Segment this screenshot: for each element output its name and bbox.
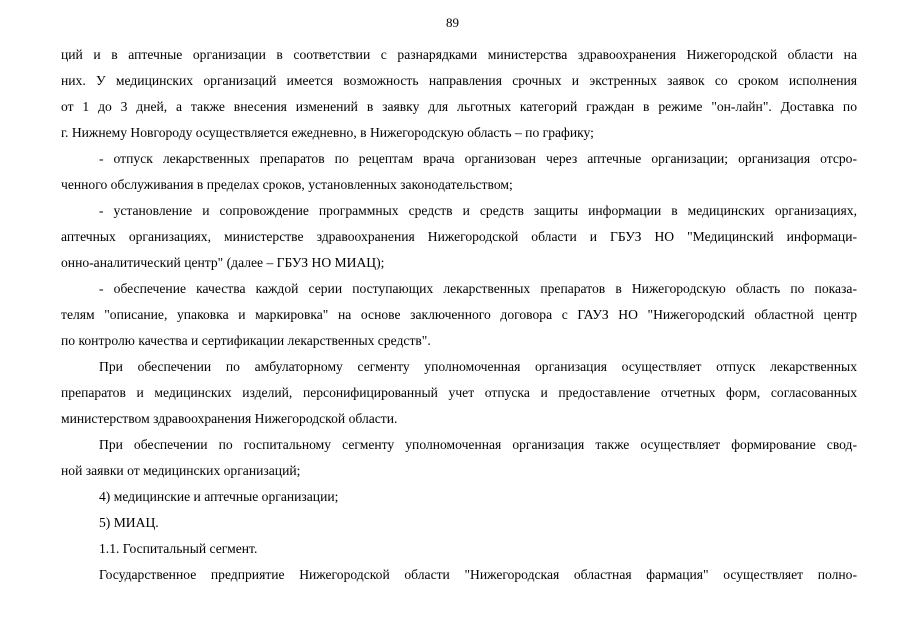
text-line: 4) медицинские и аптечные организации;: [99, 489, 339, 504]
text-line: по контролю качества и сертификации лекарственных средств".: [61, 333, 431, 348]
text-line: ций и в аптечные организации в соответствии с разнарядками министерства здравоохранения Нижегородской области на: [61, 47, 857, 62]
text-line: - установление и сопровождение программных средств и средств защиты информации в медицинских организациях,: [99, 203, 857, 218]
text-line: ченного обслуживания в пределах сроков, установленных законодательством;: [61, 177, 513, 192]
text-line: - обеспечение качества каждой серии поступающих лекарственных препаратов в Нижегородскую область по показа-: [99, 281, 857, 296]
text-line: Государственное предприятие Нижегородской области "Нижегородская областная фармация" осуществляет полно-: [99, 567, 857, 582]
text-line: от 1 до 3 дней, а также внесения изменений в заявку для льготных категорий граждан в режиме "он-лайн". Доставка по: [61, 99, 857, 114]
text-line: препаратов и медицинских изделий, персонифицированный учет отпуска и предоставление отчетных форм, согласованных: [61, 385, 857, 400]
text-line: 1.1. Госпитальный сегмент.: [99, 541, 258, 556]
text-line: ной заявки от медицинских организаций;: [61, 463, 301, 478]
text-line: При обеспечении по госпитальному сегменту уполномоченная организация также осуществляет формирование свод-: [99, 437, 857, 452]
text-line: министерством здравоохранения Нижегородской области.: [61, 411, 398, 426]
text-line: г. Нижнему Новгороду осуществляется ежедневно, в Нижегородскую область – по графику;: [61, 125, 594, 140]
page-number: 89: [446, 15, 459, 30]
text-line: При обеспечении по амбулаторному сегменту уполномоченная организация осуществляет отпуск лекарственных: [99, 359, 857, 374]
text-line: телям "описание, упаковка и маркировка" на основе заключенного договора с ГАУЗ НО "Нижегородский областной центр: [61, 307, 857, 322]
text-line: них. У медицинских организаций имеется возможность направления срочных и экстренных заявок со сроком исполнения: [61, 73, 857, 88]
text-line: 5) МИАЦ.: [99, 515, 159, 530]
text-line: аптечных организациях, министерстве здравоохранения Нижегородской области и ГБУЗ НО "Медицинский информаци-: [61, 229, 857, 244]
body-text: [61, 42, 857, 588]
text-line: - отпуск лекарственных препаратов по рецептам врача организован через аптечные организации; организация отсро-: [99, 151, 857, 166]
text-line: онно-аналитический центр" (далее – ГБУЗ НО МИАЦ);: [61, 255, 385, 270]
